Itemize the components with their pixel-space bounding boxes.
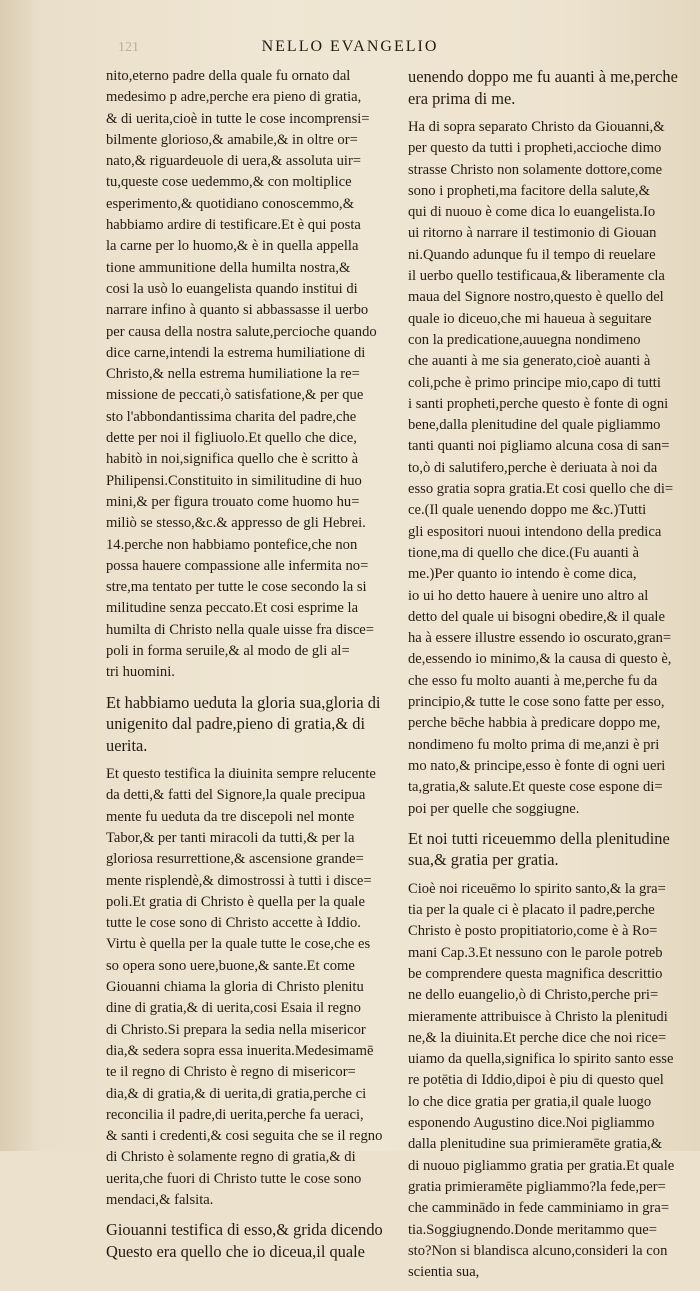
- scripture-lemma: Giouanni testifica di esso,& grida dicendo Questo era quello che io diceua,il quale: [106, 1220, 383, 1261]
- scripture-lemma: uenendo doppo me fu auanti à me,perche era prima di me.: [408, 67, 678, 108]
- body-paragraph: nito,eterno padre della quale fu ornato dal medesimo p adre,perche era pieno di gratia, & di uerita,cioè in tutte le cose incomprensi= bilmente glorioso,& amabile,& in oltre or= nato,& riguardeuole di uera,& assoluta uir= tu,queste cose uedemmo,& con moltiplice esperimento,& quotidiano conoscemmo,& habbiamo ardire di testificare.Et è qui posta la carne per lo huomo,& è in quella appella tione ammunitione della humilta nostra,& cosi la usò lo euangelista quando institui di narrare infino à quanto si abbassasse il uerbo per causa della nostra salute,percioche quando dice carne,intendi la estrema humiliatione di Christo,& nella estrema humiliatione la re= missione de peccati,ò satisfatione,& per que sto l'abbondantissima charita del padre,che dette per noi il figliuolo.Et quello che dice, habitò in noi,significa quello che è scritto à Philipensi.Constituito in similitudine di huo mini,& per figura trouato come huomo hu= miliò se stesso,&c.& appresso de gli Hebrei. 14.perche non habbiamo pontefice,che non possa hauere compassione alle infermita no= stre,ma tentato per tutte le cose secondo la si militudine senza peccato.Et cosi esprime la humilta di Christo nella quale uisse fra disce= poli in forma seruile,& al modo de gli al= tri huomini.: [106, 68, 377, 681]
- page-number: 121: [118, 40, 139, 55]
- scripture-lemma: Et habbiamo ueduta la gloria sua,gloria di unigenito dal padre,pieno di gratia,& di uerita.: [106, 692, 381, 755]
- right-column: [408, 66, 688, 1291]
- body-paragraph: Et questo testifica la diuinita sempre relucente da detti,& fatti del Signore,la quale precipua mente fu ueduta da tre discepoli nel monte Tabor,& per tanti miracoli da tutti,& per la gloriosa resurrettione,& ascensione grande= mente risplendè,& dimostrossi à tutti i disce= poli.Et gratia di Christo è quella per la quale tutte le cose sono di Christo accette à Iddio. Virtu è quella per la quale tutte le cose,che es so opera sono uere,buone,& sante.Et come Giouanni chiama la gloria di Christo plenitu dine di gratia,& di uerita,cosi Esaia il regno di Christo.Si prepara la sedia nella misericor dia,& sedera sopra essa inuerita.Medesimamē te il regno di Christo è regno di misericor= dia,& di gratia,& di uerita,di gratia,perche ci reconcilia il padre,di uerita,perche fa ueraci, & santi i credenti,& cosi seguita che se il regno di Christo è solamente regno di gratia,& di uerita,che fuori di Christo tutte le cose sono mendaci,& falsita.: [106, 766, 383, 1209]
- running-head: NELLO EVANGELIO: [261, 38, 439, 55]
- body-paragraph: Cioè noi riceuēmo lo spirito santo,& la gra= tia per la quale ci è placato il padre,perche Christo è posto propitiatorio,come è à Ro= mani Cap.3.Et nessuno con le parole potreb be comprendere questa magnifica descrittio ne dello euangelio,ò di Christo,perche pri= mieramente attribuisce à Christo la plenitudi ne,& la diuinita.Et perche dice che noi rice= uiamo da quella,significa lo spirito santo esse re potētia di Iddio,dipoi è piu di questo quel lo che dice gratia per gratia,il quale luogo esponendo Augustino dice.Noi pigliammo dalla plenitudine sua primieramēte gratia,& di nuouo pigliammo gratia per gratia.Et quale gratia primieramēte pigliammo?la fede,per= che camminādo in fede camminiamo in gra= tia.Soggiugnendo.Donde meritammo que= sto?Non si blandisca alcuno,consideri la con scientia sua,: [408, 880, 675, 1281]
- body-paragraph: Ha di sopra separato Christo da Giouanni,& per questo da tutti i propheti,accioche dimo strasse Christo non solamente dottore,come sono i propheti,ma facitore della salute,& qui di nuouo è come dica lo euangelista.Io ui ritorno à narrare il testimonio di Giouan ni.Quando adunque fu il tempo di reuelare il uerbo quello testificaua,& liberamente cla maua del Signore nostro,questo è quello del quale io diceuo,che mi haueua à seguitare con la predicatione,auuegna nondimeno che auanti à me sia generato,cioè auanti à coli,pche è primo principe mio,capo di tutti i santi propheti,perche questo è fonte di ogni bene,dalla plenitudine del quale pigliammo tanti quanti noi pigliamo alcuna cosa di san= to,ò di salutifero,perche è deriuata à noi da esso gratia sopra gratia.Et cosi quello che di= ce.(Il quale uenendo doppo me &c.)Tutti gli espositori nuoui intendono della predica tione,ma di quello che dice.(Fu auanti à me.)Per quanto io intendo è come dica, io ui ho detto hauere à uenire uno altro al detto del quale ui bisogni obedire,& il quale ha à essere illustre essendo io oscurato,gran= de,essendo io minimo,& la causa di questo è, che esso fu molto auanti à me,perche fu da principio,& tutte le cose sono fatte per esso, perche bēche habbia à predicare doppo me, nondimeno fu molto prima di me,anzi è pri mo nato,& principe,esso è fonte di ogni ueri ta,gratia,& salute.Et queste cose espone di= poi per quelle che soggiugne.: [408, 119, 674, 817]
- scripture-lemma: Et noi tutti riceuemmo della plenitudine sua,& gratia per gratia.: [408, 828, 670, 870]
- left-column: [106, 66, 392, 1270]
